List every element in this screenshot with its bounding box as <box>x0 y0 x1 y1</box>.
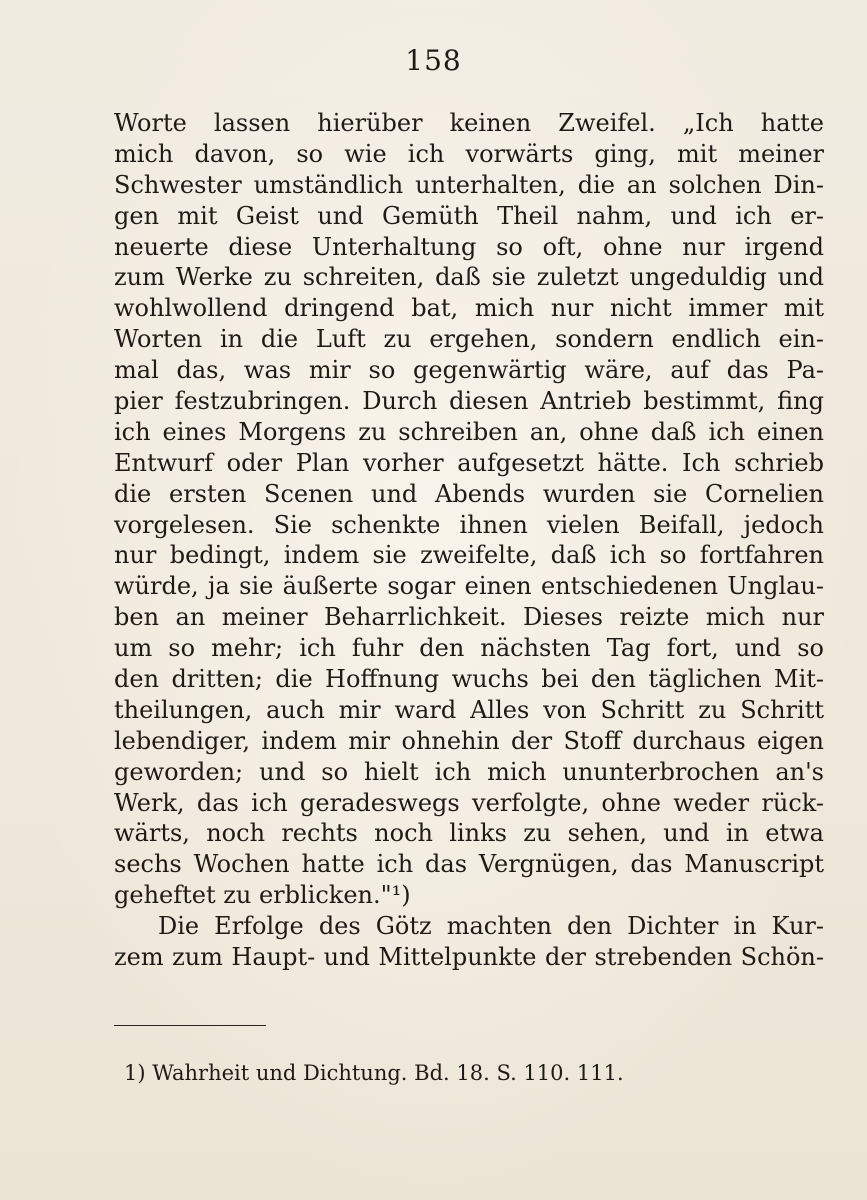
text-line: vorgelesen. Sie schenkte ihnen vielen Beifall, jedoch <box>114 510 824 539</box>
text-line: ich eines Morgens zu schreiben an, ohne daß ich einen <box>114 417 824 446</box>
text-line: den dritten; die Hoffnung wuchs bei den täglichen Mit- <box>114 665 824 694</box>
footnote-divider <box>114 1025 266 1026</box>
text-line: um so mehr; ich fuhr den nächsten Tag fort, und so <box>114 634 824 663</box>
text-line: Worten in die Luft zu ergehen, sondern endlich ein- <box>114 325 824 354</box>
text-line: mal das, was mir so gegenwärtig wäre, auf das Pa- <box>114 356 824 385</box>
text-line: die ersten Scenen und Abends wurden sie Cornelien <box>114 479 824 508</box>
text-line: Entwurf oder Plan vorher aufgesetzt hätte. Ich schrieb <box>114 448 824 477</box>
text-line: wärts, noch rechts noch links zu sehen, und in etwa <box>114 819 824 848</box>
text-line: nur bedingt, indem sie zweifelte, daß ich so fortfahren <box>114 541 824 570</box>
text-line: sechs Wochen hatte ich das Vergnügen, das Manuscript <box>114 850 824 879</box>
text-line: Werk, das ich geradeswegs verfolgte, ohne weder rück- <box>114 788 824 817</box>
text-line: theilungen, auch mir ward Alles von Schritt zu Schritt <box>114 695 824 724</box>
footnote: 1) Wahrheit und Dichtung. Bd. 18. S. 110. 111. <box>124 1061 624 1085</box>
body-text <box>114 108 824 973</box>
text-line: mich davon, so wie ich vorwärts ging, mit meiner <box>114 139 824 168</box>
text-line: gen mit Geist und Gemüth Theil nahm, und ich er- <box>114 201 824 230</box>
text-line: pier festzubringen. Durch diesen Antrieb bestimmt, fing <box>114 387 824 416</box>
text-line: Schwester umständlich unterhalten, die an solchen Din- <box>114 170 824 199</box>
paragraph-start-line: Die Erfolge des Götz machten den Dichter in Kur- <box>158 912 824 941</box>
page-number: 158 <box>405 44 462 77</box>
text-line: Worte lassen hierüber keinen Zweifel. „Ich hatte <box>114 109 824 137</box>
text-line: zum Werke zu schreiten, daß sie zuletzt ungeduldig und <box>114 263 824 292</box>
text-line: lebendiger, indem mir ohnehin der Stoff durchaus eigen <box>114 726 824 755</box>
text-line: wohlwollend dringend bat, mich nur nicht immer mit <box>114 294 824 323</box>
text-line: neuerte diese Unterhaltung so oft, ohne nur irgend <box>114 232 824 261</box>
text-line: ben an meiner Beharrlichkeit. Dieses reizte mich nur <box>114 603 824 632</box>
text-line: geworden; und so hielt ich mich ununterbrochen an's <box>114 757 824 786</box>
text-line: geheftet zu erblicken."¹) <box>114 881 411 910</box>
text-line: zem zum Haupt- und Mittelpunkte der strebenden Schön- <box>114 943 824 972</box>
text-line: würde, ja sie äußerte sogar einen entschiedenen Unglau- <box>114 572 824 601</box>
